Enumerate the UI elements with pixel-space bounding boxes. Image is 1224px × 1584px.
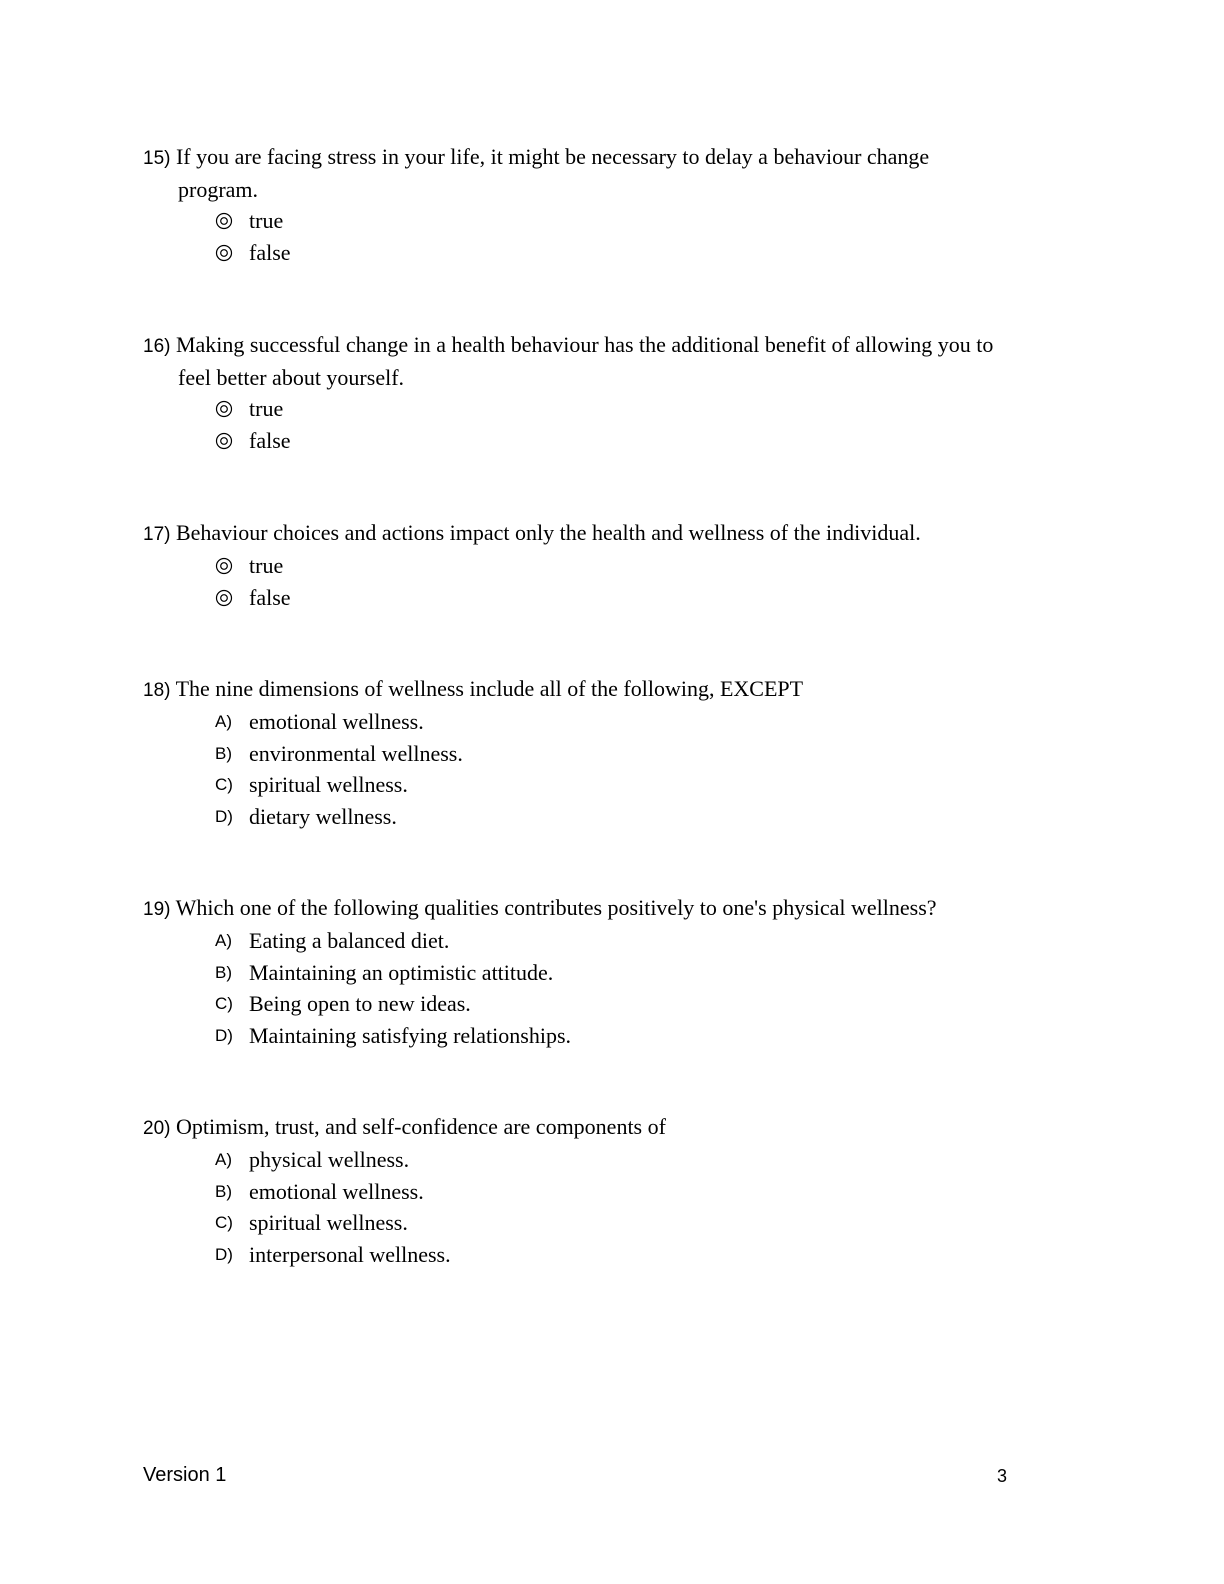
option-letter: D) bbox=[215, 806, 233, 826]
option-c[interactable] bbox=[143, 1207, 1083, 1239]
option-text: spiritual wellness. bbox=[249, 1210, 408, 1235]
footer-version: Version 1 bbox=[143, 1464, 227, 1486]
option-d[interactable] bbox=[143, 801, 1083, 833]
option-text: environmental wellness. bbox=[249, 740, 463, 766]
option-letter: A) bbox=[215, 712, 232, 731]
option-text: physical wellness. bbox=[249, 1147, 410, 1172]
radio-icon[interactable] bbox=[215, 400, 233, 418]
option-a[interactable] bbox=[143, 925, 1083, 957]
option-letter: C) bbox=[215, 775, 233, 794]
option-text: true bbox=[249, 396, 284, 421]
question-text-line: If you are facing stress in your life, it might be necessary to delay a behaviour change bbox=[175, 144, 930, 169]
radio-icon[interactable] bbox=[215, 557, 233, 575]
option-letter: C) bbox=[215, 994, 233, 1013]
question-text bbox=[143, 141, 1083, 174]
option-false[interactable] bbox=[143, 237, 1083, 269]
option-true[interactable] bbox=[143, 393, 1083, 425]
question-15 bbox=[143, 141, 1083, 268]
option-true[interactable] bbox=[143, 205, 1083, 237]
option-text: false bbox=[249, 584, 291, 610]
question-16 bbox=[143, 329, 1083, 456]
question-text-line: The nine dimensions of wellness include all of the following, EXCEPT bbox=[175, 676, 804, 701]
option-text: interpersonal wellness. bbox=[249, 1241, 451, 1267]
question-text bbox=[143, 329, 1083, 362]
option-letter: D) bbox=[215, 1244, 233, 1264]
option-text: emotional wellness. bbox=[249, 1178, 424, 1204]
question-number: 19) bbox=[143, 899, 171, 920]
option-text: false bbox=[249, 427, 291, 453]
question-text bbox=[143, 1111, 1083, 1144]
question-text-line: Making successful change in a health behaviour has the additional benefit of allowing you to bbox=[175, 332, 994, 357]
question-17 bbox=[143, 517, 1083, 613]
question-20 bbox=[143, 1111, 1083, 1270]
question-number: 15) bbox=[143, 148, 171, 169]
option-text: Being open to new ideas. bbox=[249, 991, 471, 1016]
radio-icon[interactable] bbox=[215, 212, 233, 230]
radio-icon[interactable] bbox=[215, 432, 233, 450]
question-number: 20) bbox=[143, 1118, 171, 1139]
option-d[interactable] bbox=[143, 1020, 1083, 1052]
option-true[interactable] bbox=[143, 550, 1083, 582]
option-b[interactable] bbox=[143, 957, 1083, 989]
option-c[interactable] bbox=[143, 988, 1083, 1020]
question-number: 17) bbox=[143, 524, 171, 545]
option-text: false bbox=[249, 239, 291, 265]
question-text bbox=[143, 892, 1083, 925]
option-text: true bbox=[249, 553, 284, 578]
option-text: Maintaining satisfying relationships. bbox=[249, 1022, 572, 1048]
option-text: true bbox=[249, 208, 284, 233]
question-text-line: Optimism, trust, and self-confidence are components of bbox=[175, 1114, 666, 1139]
option-letter: B) bbox=[215, 743, 232, 763]
option-false[interactable] bbox=[143, 425, 1083, 457]
question-number: 18) bbox=[143, 680, 171, 701]
footer-page-number: 3 bbox=[997, 1466, 1008, 1486]
option-letter: A) bbox=[215, 1150, 232, 1169]
option-text: emotional wellness. bbox=[249, 709, 424, 734]
option-letter: D) bbox=[215, 1025, 233, 1045]
option-text: spiritual wellness. bbox=[249, 772, 408, 797]
option-c[interactable] bbox=[143, 769, 1083, 801]
question-19 bbox=[143, 892, 1083, 1051]
question-text-line: Which one of the following qualities contributes positively to one's physical wellness? bbox=[175, 895, 937, 920]
option-text: dietary wellness. bbox=[249, 803, 397, 829]
radio-icon[interactable] bbox=[215, 589, 233, 607]
question-number: 16) bbox=[143, 336, 171, 357]
option-b[interactable] bbox=[143, 1176, 1083, 1208]
option-letter: B) bbox=[215, 1181, 232, 1201]
option-letter: A) bbox=[215, 931, 232, 950]
question-text-continued: feel better about yourself. bbox=[178, 365, 405, 390]
question-18 bbox=[143, 673, 1083, 832]
option-b[interactable] bbox=[143, 738, 1083, 770]
option-letter: B) bbox=[215, 962, 232, 982]
option-d[interactable] bbox=[143, 1239, 1083, 1271]
option-a[interactable] bbox=[143, 706, 1083, 738]
question-text-line: Behaviour choices and actions impact only the health and wellness of the individual. bbox=[175, 520, 921, 545]
option-letter: C) bbox=[215, 1213, 233, 1232]
option-false[interactable] bbox=[143, 582, 1083, 614]
question-text bbox=[143, 673, 1083, 706]
question-text-continued: program. bbox=[178, 177, 259, 202]
radio-icon[interactable] bbox=[215, 244, 233, 262]
option-a[interactable] bbox=[143, 1144, 1083, 1176]
option-text: Maintaining an optimistic attitude. bbox=[249, 959, 554, 985]
option-text: Eating a balanced diet. bbox=[249, 928, 450, 953]
question-text bbox=[143, 517, 1083, 550]
